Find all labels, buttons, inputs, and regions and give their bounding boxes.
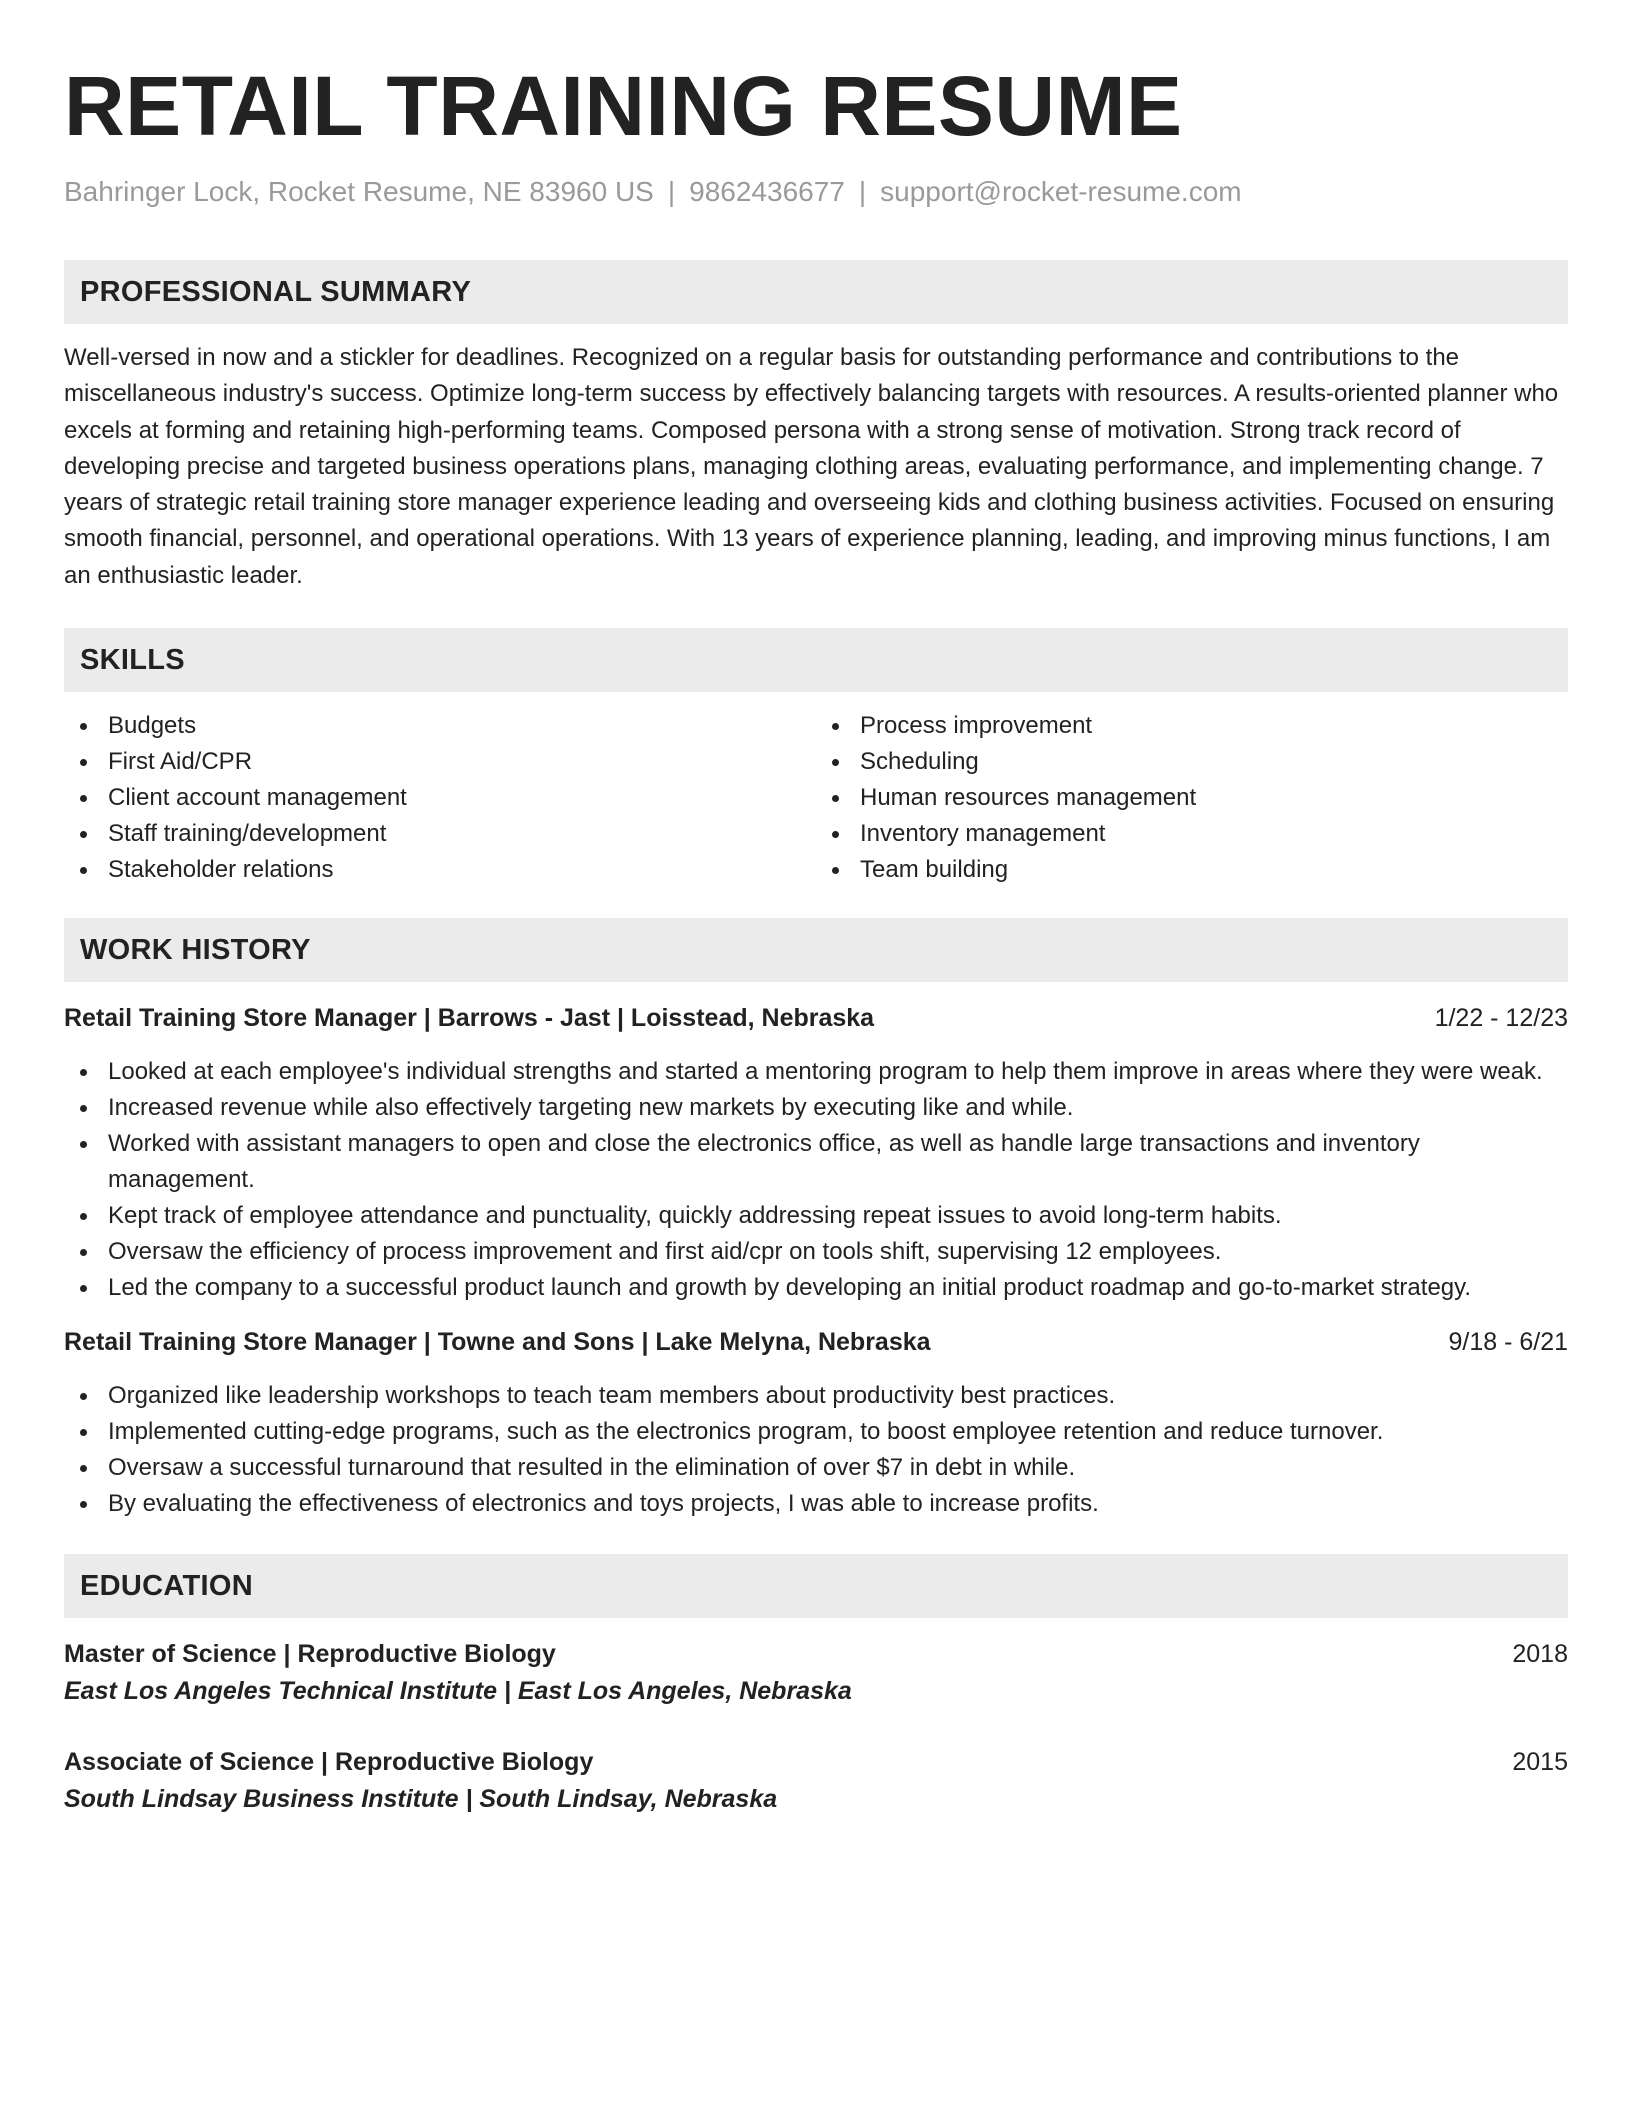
job-entry: [64, 1000, 1568, 1306]
contact-separator: |: [667, 176, 676, 207]
contact-address: Bahringer Lock, Rocket Resume, NE 83960 US: [64, 176, 654, 207]
job-bullet: Kept track of employee attendance and punctuality, quickly addressing repeat issues to avoid long-term habits.: [64, 1198, 1568, 1234]
section-heading-summary: PROFESSIONAL SUMMARY: [64, 260, 1568, 324]
skill-item: Scheduling: [816, 744, 1568, 780]
skill-item: Client account management: [64, 780, 816, 816]
work-history-section: [64, 918, 1568, 1522]
skills-column-right: [816, 708, 1568, 888]
skill-item: Team building: [816, 852, 1568, 888]
education-degree: Associate of Science | Reproductive Biology: [64, 1748, 594, 1777]
skill-item: Staff training/development: [64, 816, 816, 852]
resume-title: RETAIL TRAINING RESUME: [64, 59, 1183, 153]
job-bullet: Oversaw a successful turnaround that resulted in the elimination of over $7 in debt in while.: [64, 1450, 1568, 1486]
education-year: 2015: [1512, 1748, 1568, 1777]
job-bullet: Organized like leadership workshops to teach team members about productivity best practices.: [64, 1378, 1568, 1414]
skills-column-left: [64, 708, 816, 888]
contact-line: [64, 174, 1568, 210]
skill-item: Stakeholder relations: [64, 852, 816, 888]
education-year: 2018: [1512, 1640, 1568, 1669]
job-entry: [64, 1324, 1568, 1522]
job-bullet: Oversaw the efficiency of process improvement and first aid/cpr on tools shift, supervising 12 employees.: [64, 1234, 1568, 1270]
education-entry: [64, 1744, 1568, 1818]
skill-item: Human resources management: [816, 780, 1568, 816]
education-header: [64, 1744, 1568, 1780]
education-school: East Los Angeles Technical Institute | East Los Angeles, Nebraska: [64, 1677, 852, 1706]
summary-section: [64, 260, 1568, 594]
job-bullets: [64, 1054, 1568, 1306]
job-bullet: Led the company to a successful product launch and growth by developing an initial product roadmap and go-to-market strategy.: [64, 1270, 1568, 1306]
skills-section: [64, 628, 1568, 888]
job-header: [64, 1000, 1568, 1036]
job-dates: 1/22 - 12/23: [1434, 1004, 1568, 1033]
job-bullets: [64, 1378, 1568, 1522]
skill-item: Process improvement: [816, 708, 1568, 744]
job-title: Retail Training Store Manager | Barrows - Jast | Loisstead, Nebraska: [64, 1004, 875, 1033]
job-bullet: Looked at each employee's individual strengths and started a mentoring program to help them improve in areas where they were weak.: [64, 1054, 1568, 1090]
job-dates: 9/18 - 6/21: [1448, 1328, 1568, 1357]
summary-text: Well-versed in now and a stickler for deadlines. Recognized on a regular basis for outstanding performance and contributions to the miscellaneous industry's success. Optimize long-term success by effectively balancing targets with resources. A results-oriented planner who excels at forming and retaining high-performing teams. Composed persona with a strong sense of motivation. Strong track record of developing precise and targeted business operations plans, managing clothing areas, evaluating performance, and implementing change. 7 years of strategic retail training store manager experience leading and overseeing kids and clothing business activities. Focused on ensuring smooth financial, personnel, and operational operations. With 13 years of experience planning, leading, and improving minus functions, I am an enthusiastic leader.: [64, 344, 1559, 589]
job-bullet: Increased revenue while also effectively targeting new markets by executing like and while.: [64, 1090, 1568, 1126]
job-title: Retail Training Store Manager | Towne and Sons | Lake Melyna, Nebraska: [64, 1328, 931, 1357]
contact-email: support@rocket-resume.com: [880, 176, 1242, 207]
education-degree: Master of Science | Reproductive Biology: [64, 1640, 556, 1669]
education-entry: [64, 1636, 1568, 1710]
job-bullet: By evaluating the effectiveness of electronics and toys projects, I was able to increase profits.: [64, 1486, 1568, 1522]
skill-item: First Aid/CPR: [64, 744, 816, 780]
contact-separator: |: [858, 176, 867, 207]
skills-grid: [64, 708, 1568, 888]
section-heading-work-history: WORK HISTORY: [64, 918, 1568, 982]
section-heading-skills: SKILLS: [64, 628, 1568, 692]
education-school: South Lindsay Business Institute | South Lindsay, Nebraska: [64, 1785, 778, 1814]
contact-phone: 9862436677: [689, 176, 845, 207]
education-header: [64, 1636, 1568, 1672]
skill-item: Budgets: [64, 708, 816, 744]
section-heading-education: EDUCATION: [64, 1554, 1568, 1618]
education-section: [64, 1554, 1568, 1818]
job-bullet: Worked with assistant managers to open and close the electronics office, as well as handle large transactions and inventory management.: [64, 1126, 1568, 1198]
skill-item: Inventory management: [816, 816, 1568, 852]
job-bullet: Implemented cutting-edge programs, such as the electronics program, to boost employee retention and reduce turnover.: [64, 1414, 1568, 1450]
job-header: [64, 1324, 1568, 1360]
